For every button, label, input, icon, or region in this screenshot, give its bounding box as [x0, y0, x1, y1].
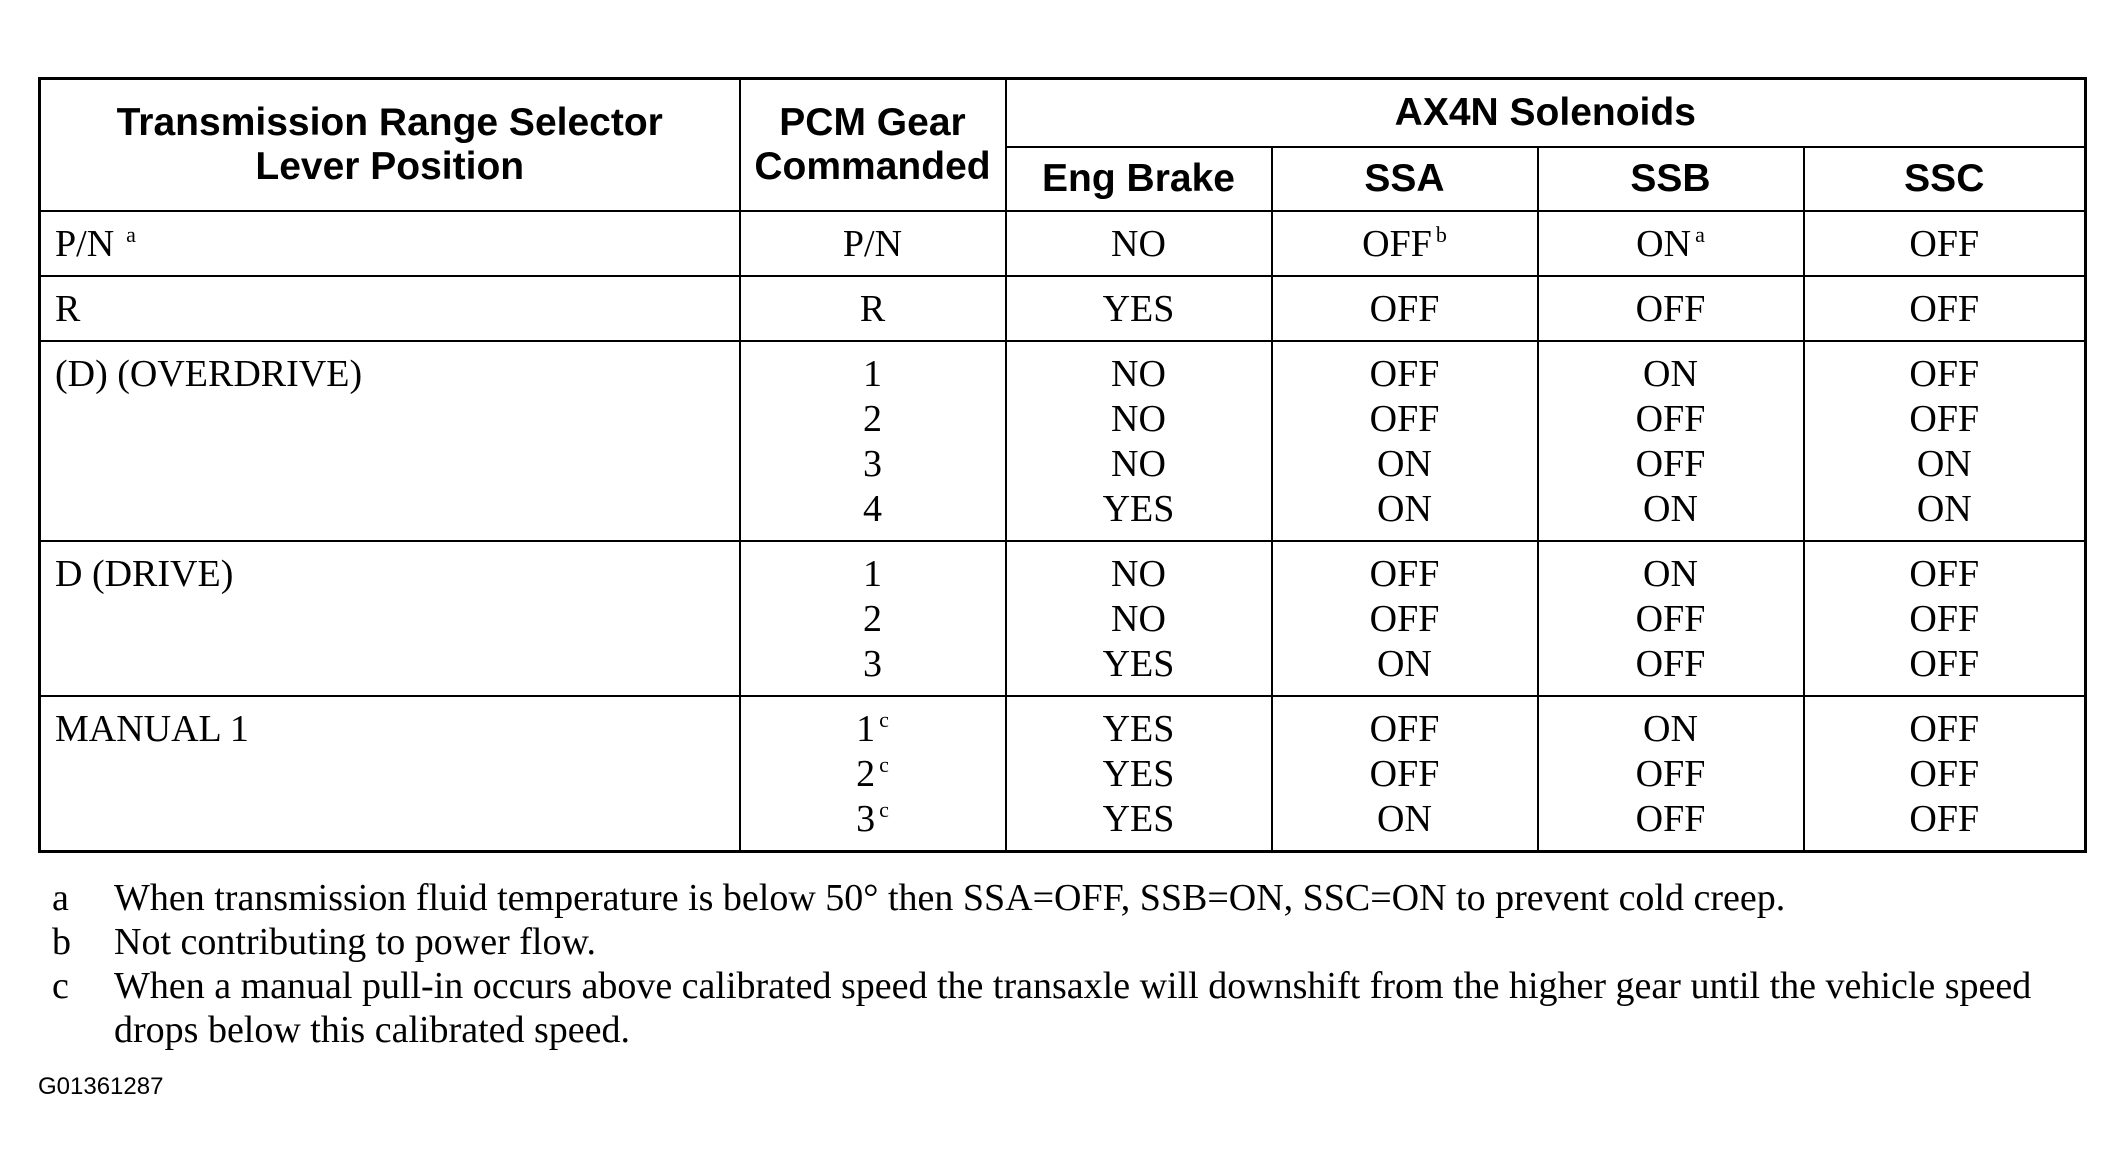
eng-brake-value-text: YES: [1102, 798, 1175, 840]
pcm-gear-value-text: 4: [863, 488, 882, 530]
ssa-value-text: ON: [1377, 798, 1432, 840]
solenoids-group-header: AX4N Solenoids: [1006, 79, 2086, 148]
pcm-gear-value-text: R: [859, 288, 886, 330]
ssb-value-text: OFF: [1635, 753, 1706, 795]
eng-brake-value-text: NO: [1111, 398, 1166, 440]
pcm-gear-value-text: 2: [863, 398, 882, 440]
pcm-gear-value-text: 1: [863, 553, 882, 595]
ssa-value: [1273, 487, 1537, 532]
pcm-gear-value: [741, 487, 1005, 532]
range-selector-header: [40, 79, 740, 212]
ssa-value-text: OFF: [1369, 288, 1440, 330]
lever-position-cell: [40, 276, 740, 341]
ssb-value: [1539, 707, 1803, 752]
eng-brake-value-text: NO: [1111, 353, 1166, 395]
ssa-value: [1273, 552, 1537, 597]
range-selector-header-line-1: Transmission Range Selector: [116, 101, 663, 144]
pcm-gear-header-line-2: Commanded: [754, 145, 991, 188]
ssa-value: [1273, 707, 1537, 752]
table-row: [40, 696, 2086, 852]
ssb-value: [1539, 552, 1803, 597]
pcm-gear-value-text: 3: [856, 798, 876, 840]
lever-position-label: D (DRIVE): [55, 553, 234, 595]
ssc-cell: [1804, 341, 2086, 541]
eng-brake-cell: [1006, 276, 1272, 341]
footnote-reference: a: [1695, 222, 1705, 248]
footnote-reference: a: [126, 222, 136, 248]
eng-brake-value: [1007, 707, 1271, 752]
pcm-gear-cell: [740, 276, 1006, 341]
footnote-reference: c: [879, 797, 889, 823]
ssa-cell: [1272, 211, 1538, 276]
ssb-value: [1539, 597, 1803, 642]
ssc-value: [1805, 797, 2085, 842]
ssb-value: [1539, 752, 1803, 797]
ssc-value-text: OFF: [1909, 643, 1980, 685]
eng-brake-value-text: NO: [1111, 223, 1166, 265]
ssa-value-text: ON: [1377, 488, 1432, 530]
eng-brake-cell: [1006, 696, 1272, 852]
pcm-gear-value-text: 1: [856, 708, 876, 750]
ssc-value-text: OFF: [1909, 398, 1980, 440]
footnote: [52, 920, 2052, 964]
eng-brake-value: [1007, 397, 1271, 442]
ssc-value: [1805, 642, 2085, 687]
pcm-gear-cell: [740, 541, 1006, 696]
ssb-value-text: OFF: [1635, 643, 1706, 685]
footnote-text: Not contributing to power flow.: [114, 921, 596, 963]
ssc-value-text: OFF: [1909, 708, 1980, 750]
pcm-gear-value-text: 1: [863, 353, 882, 395]
ssc-value: [1805, 707, 2085, 752]
eng-brake-value: [1007, 442, 1271, 487]
eng-brake-value: [1007, 752, 1271, 797]
ssc-value-text: ON: [1916, 488, 1972, 530]
ssb-value-text: ON: [1643, 553, 1698, 595]
ssb-cell: [1538, 541, 1804, 696]
lever-position-label: MANUAL 1: [55, 708, 249, 750]
ssc-cell: [1804, 696, 2086, 852]
pcm-gear-value: [741, 222, 1005, 267]
ssa-value: [1273, 222, 1537, 267]
ssb-value: [1539, 287, 1803, 332]
table-row: [40, 341, 2086, 541]
eng-brake-cell: [1006, 541, 1272, 696]
pcm-gear-value: [741, 352, 1005, 397]
footnote-reference: b: [1435, 222, 1447, 248]
ssc-value-text: OFF: [1909, 598, 1980, 640]
pcm-gear-cell: [740, 211, 1006, 276]
eng-brake-value: [1007, 597, 1271, 642]
pcm-gear-cell: [740, 696, 1006, 852]
pcm-gear-value: [741, 797, 1005, 842]
ssa-value: [1273, 752, 1537, 797]
eng-brake-cell: [1006, 211, 1272, 276]
ssb-header: SSB: [1538, 147, 1804, 211]
ssb-value-text: OFF: [1635, 598, 1706, 640]
footnotes: [52, 876, 2052, 1052]
ssc-value: [1805, 442, 2085, 487]
ssc-value-text: OFF: [1909, 288, 1980, 330]
pcm-gear-value: [741, 707, 1005, 752]
ssc-value: [1805, 222, 2085, 267]
ssa-value: [1273, 797, 1537, 842]
footnote-mark: c: [52, 965, 69, 1007]
eng-brake-value: [1007, 222, 1271, 267]
ssc-cell: [1804, 276, 2086, 341]
ssc-value: [1805, 552, 2085, 597]
lever-position-label: R: [55, 288, 81, 330]
ssb-value-text: OFF: [1635, 798, 1706, 840]
pcm-gear-value: [741, 397, 1005, 442]
pcm-gear-header: [740, 79, 1006, 212]
eng-brake-value: [1007, 642, 1271, 687]
ssa-value-text: OFF: [1369, 708, 1440, 750]
ssb-value-text: OFF: [1635, 443, 1706, 485]
eng-brake-value-text: NO: [1111, 598, 1166, 640]
pcm-gear-value: [741, 597, 1005, 642]
figure-id: G01361287: [38, 1073, 164, 1100]
table-body: [40, 211, 2086, 852]
ssb-value-text: OFF: [1635, 288, 1706, 330]
lever-position-cell: [40, 211, 740, 276]
eng-brake-value-text: NO: [1111, 443, 1166, 485]
table-row: [40, 211, 2086, 276]
ssc-cell: [1804, 211, 2086, 276]
eng-brake-header: Eng Brake: [1006, 147, 1272, 211]
ssa-value-text: ON: [1377, 443, 1432, 485]
ssb-value-text: OFF: [1635, 398, 1706, 440]
eng-brake-value-text: YES: [1102, 288, 1175, 330]
footnote: [52, 964, 2052, 1052]
ssa-cell: [1272, 341, 1538, 541]
table-row: [40, 276, 2086, 341]
lever-position-cell: [40, 696, 740, 852]
ssc-header: SSC: [1804, 147, 2086, 211]
ssb-value: [1539, 797, 1803, 842]
eng-brake-value: [1007, 352, 1271, 397]
pcm-gear-header-line-1: PCM Gear: [779, 101, 966, 144]
pcm-gear-cell: [740, 341, 1006, 541]
ssc-value-text: OFF: [1909, 753, 1980, 795]
ssb-cell: [1538, 696, 1804, 852]
pcm-gear-value: [741, 752, 1005, 797]
footnote-reference: c: [879, 752, 889, 778]
pcm-gear-value: [741, 287, 1005, 332]
eng-brake-value: [1007, 487, 1271, 532]
range-selector-header-line-2: Lever Position: [255, 145, 525, 188]
eng-brake-value-text: YES: [1102, 643, 1175, 685]
ssb-value: [1539, 642, 1803, 687]
pcm-gear-value-text: 3: [863, 643, 882, 685]
ssa-value-text: OFF: [1369, 553, 1440, 595]
ssa-header: SSA: [1272, 147, 1538, 211]
ssa-value: [1273, 642, 1537, 687]
ssa-value-text: ON: [1377, 643, 1432, 685]
eng-brake-value: [1007, 552, 1271, 597]
lever-position-label: (D) (OVERDRIVE): [55, 353, 363, 395]
ssa-value-text: OFF: [1369, 598, 1440, 640]
eng-brake-value: [1007, 287, 1271, 332]
ssc-value: [1805, 752, 2085, 797]
pcm-gear-value: [741, 642, 1005, 687]
eng-brake-value-text: NO: [1111, 553, 1166, 595]
footnote-text: When transmission fluid temperature is below 50° then SSA=OFF, SSB=ON, SSC=ON to prevent cold creep.: [114, 877, 1786, 919]
ssa-value: [1273, 397, 1537, 442]
ssa-value-text: OFF: [1369, 398, 1440, 440]
pcm-gear-value: [741, 552, 1005, 597]
ssc-value: [1805, 397, 2085, 442]
ssa-value: [1273, 287, 1537, 332]
ssa-value: [1273, 352, 1537, 397]
ssc-value-text: OFF: [1909, 798, 1980, 840]
pcm-gear-value-text: 2: [863, 598, 882, 640]
lever-position-label: P/N: [55, 223, 115, 265]
ssb-value-text: ON: [1643, 488, 1698, 530]
footnote-mark: b: [52, 921, 71, 963]
footnote-mark: a: [52, 877, 69, 919]
ssc-value: [1805, 597, 2085, 642]
ssb-cell: [1538, 276, 1804, 341]
footnote-reference: c: [879, 707, 889, 733]
ssc-value: [1805, 487, 2085, 532]
ssa-cell: [1272, 276, 1538, 341]
ssa-value: [1273, 597, 1537, 642]
ssb-value-text: ON: [1643, 353, 1698, 395]
ssb-value: [1539, 487, 1803, 532]
ssa-value-text: OFF: [1369, 353, 1440, 395]
pcm-gear-value-text: 2: [856, 753, 876, 795]
ssb-cell: [1538, 341, 1804, 541]
ssc-value-text: OFF: [1909, 223, 1980, 265]
ssa-value: [1273, 442, 1537, 487]
pcm-gear-value-text: P/N: [842, 223, 903, 265]
lever-position-cell: [40, 341, 740, 541]
pcm-gear-value-text: 3: [863, 443, 882, 485]
footnote-text: When a manual pull-in occurs above calibrated speed the transaxle will downshift from the higher gear until the vehicle speed drops below this calibrated speed.: [114, 965, 2032, 1051]
ssa-cell: [1272, 541, 1538, 696]
ssa-cell: [1272, 696, 1538, 852]
ssb-cell: [1538, 211, 1804, 276]
ssc-value-text: OFF: [1909, 553, 1980, 595]
ssb-value: [1539, 352, 1803, 397]
ssa-value-text: OFF: [1362, 223, 1432, 265]
footnote: [52, 876, 2052, 920]
ssb-value: [1539, 442, 1803, 487]
ssa-value-text: OFF: [1369, 753, 1440, 795]
ssb-value-text: ON: [1636, 223, 1692, 265]
ssc-value: [1805, 352, 2085, 397]
lever-position-cell: [40, 541, 740, 696]
ssc-value-text: ON: [1916, 443, 1972, 485]
ssb-value: [1539, 397, 1803, 442]
table-row: [40, 541, 2086, 696]
eng-brake-value: [1007, 797, 1271, 842]
eng-brake-value-text: YES: [1102, 708, 1175, 750]
eng-brake-cell: [1006, 341, 1272, 541]
eng-brake-value-text: YES: [1102, 488, 1175, 530]
pcm-gear-value: [741, 442, 1005, 487]
eng-brake-value-text: YES: [1102, 753, 1175, 795]
solenoid-operation-table: [38, 77, 2087, 853]
ssb-value-text: ON: [1643, 708, 1698, 750]
ssc-value: [1805, 287, 2085, 332]
ssc-cell: [1804, 541, 2086, 696]
ssb-value: [1539, 222, 1803, 267]
ssc-value-text: OFF: [1909, 353, 1980, 395]
